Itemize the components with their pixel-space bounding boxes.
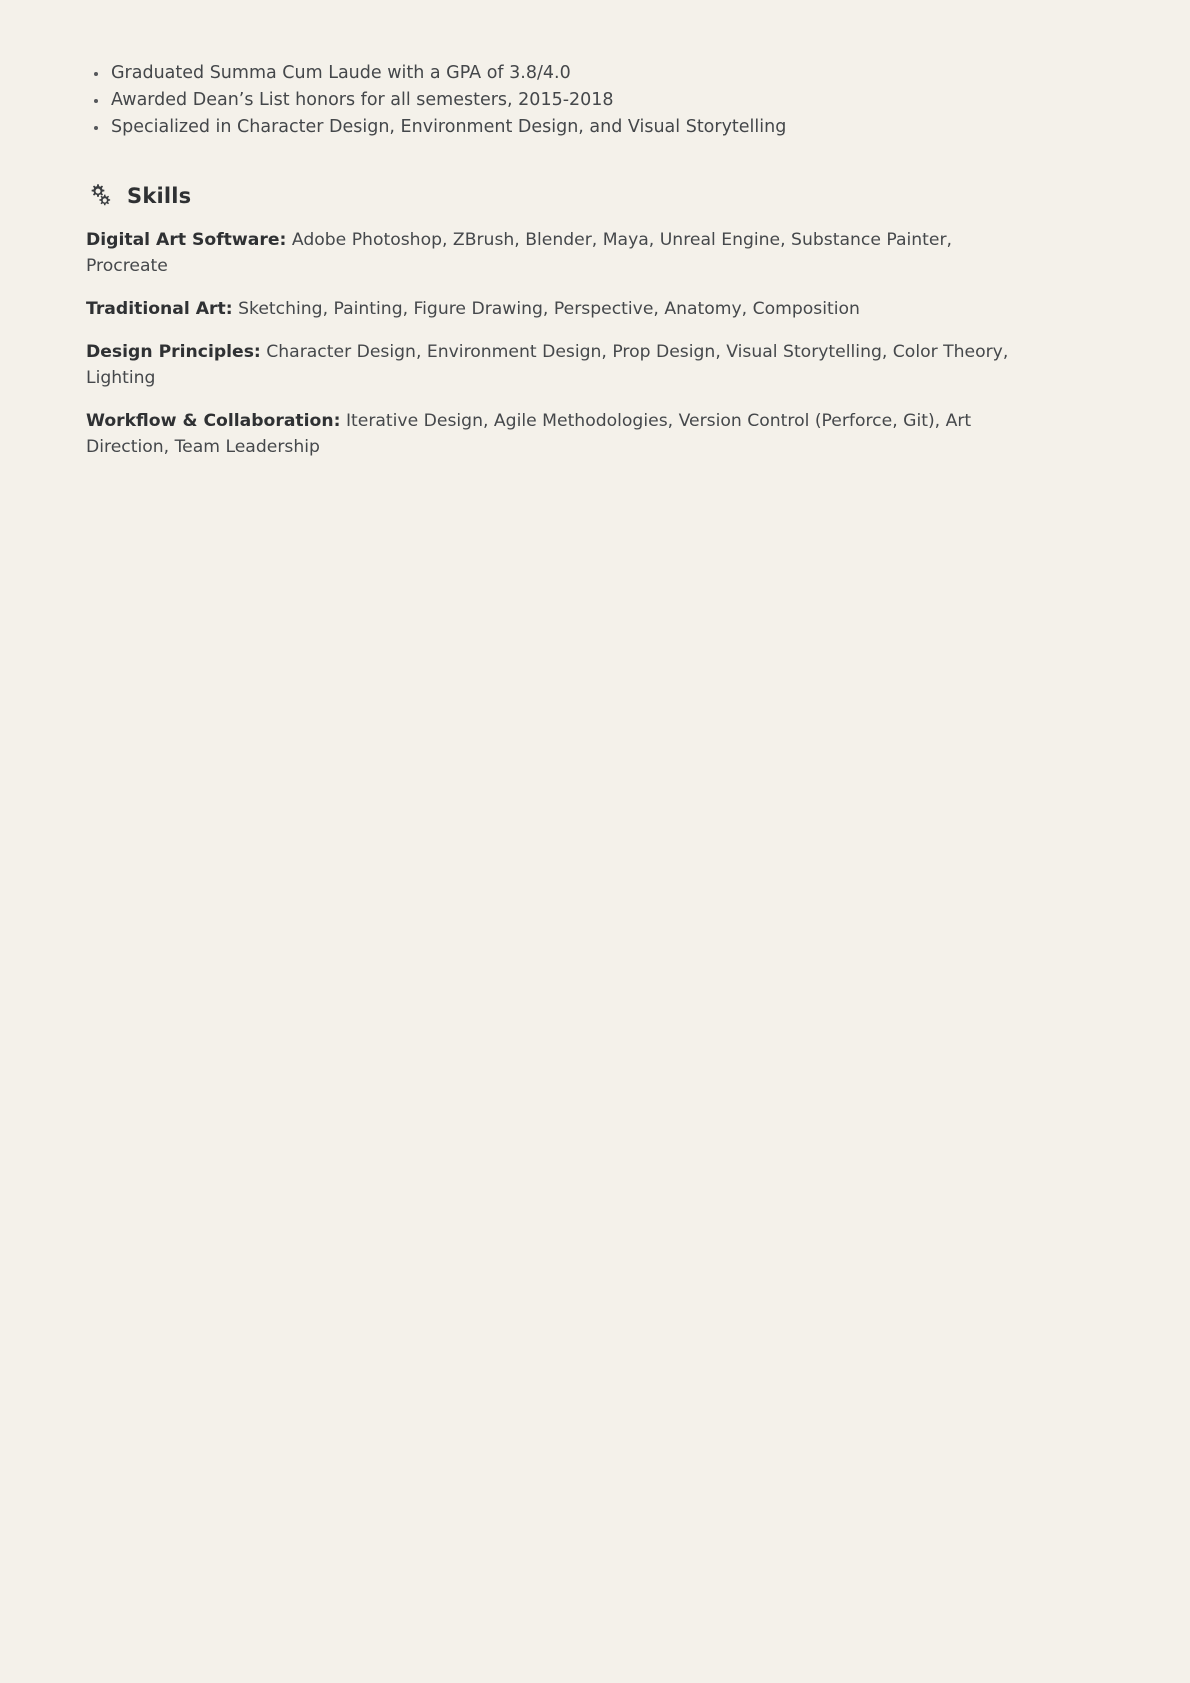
skill-value: Adobe Photoshop, ZBrush, Blender, Maya, Unreal Engine, Substance Painter, Procreate [86, 230, 953, 276]
skill-value: Iterative Design, Agile Methodologies, Version Control (Perforce, Git), Art Direction, Team Leadership [86, 411, 972, 457]
section-title: Skills [127, 184, 192, 208]
skills-section-header [86, 183, 1104, 209]
list-item: Graduated Summa Cum Laude with a GPA of 3.8/4.0 [86, 60, 1104, 87]
gears-icon [86, 183, 114, 209]
education-highlights-list [86, 60, 1104, 141]
skill-value: Character Design, Environment Design, Prop Design, Visual Storytelling, Color Theory, Lighting [86, 342, 1009, 388]
skill-value: Sketching, Painting, Figure Drawing, Perspective, Anatomy, Composition [238, 299, 860, 319]
skill-label: Digital Art Software: [86, 230, 287, 250]
list-item: Awarded Dean’s List honors for all semesters, 2015-2018 [86, 87, 1104, 114]
skill-row [86, 296, 1031, 322]
skill-row [86, 408, 1031, 460]
skill-label: Workflow & Collaboration: [86, 411, 341, 431]
skill-label: Traditional Art: [86, 299, 233, 319]
skill-row [86, 227, 1031, 279]
skill-label: Design Principles: [86, 342, 261, 362]
skill-row [86, 339, 1031, 391]
list-item: Specialized in Character Design, Environment Design, and Visual Storytelling [86, 114, 1104, 141]
